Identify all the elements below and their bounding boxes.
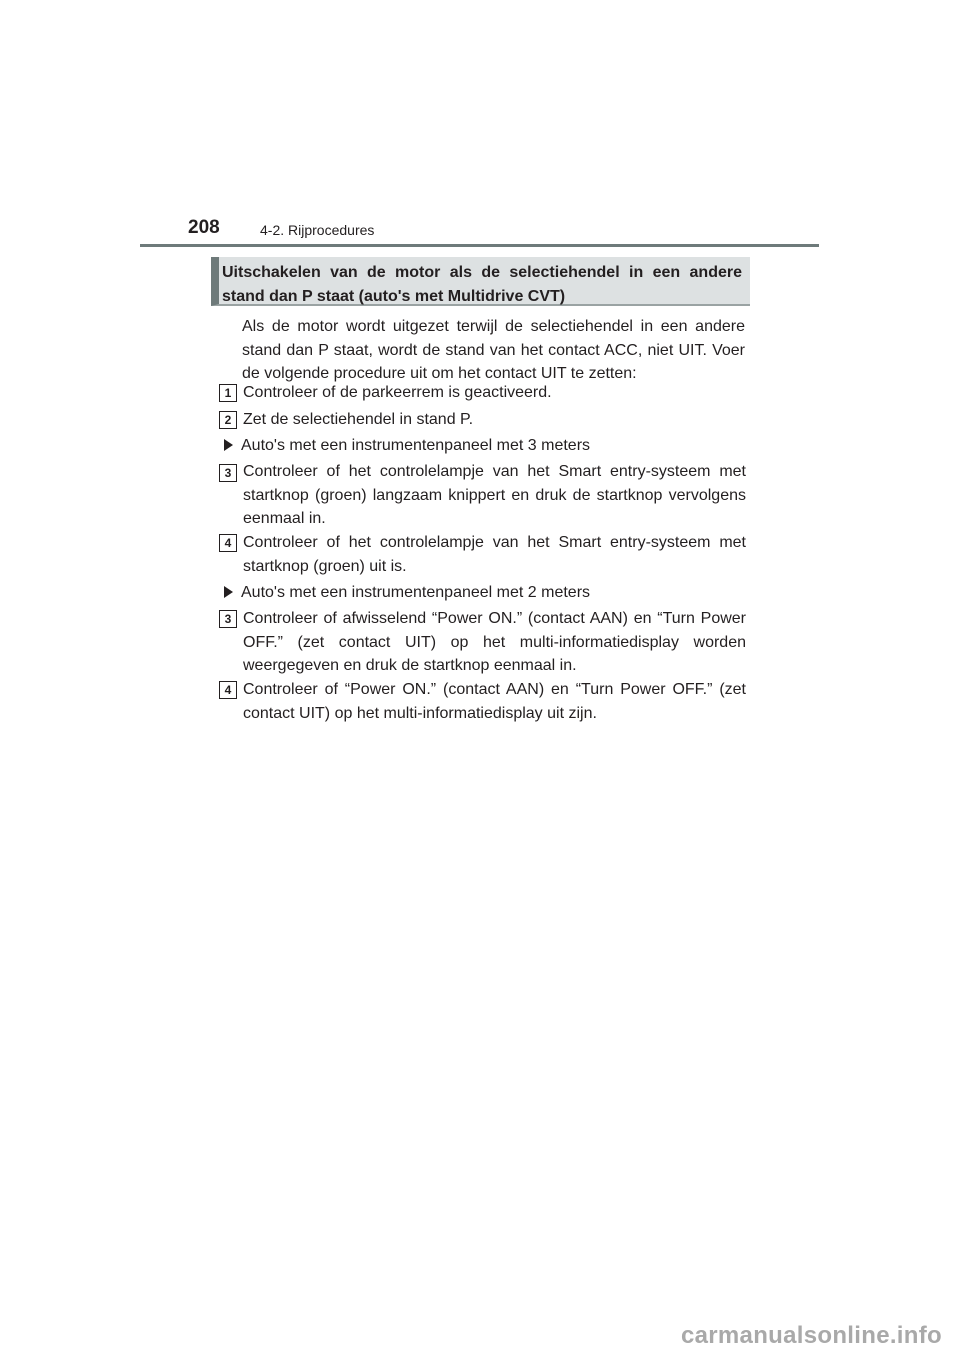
step-badge: 3 (219, 464, 237, 482)
step-badge: 2 (219, 411, 237, 429)
step-text: Controleer of de parkeerrem is geactiveerd. (243, 384, 552, 401)
step-text: Zet de selectiehendel in stand P. (243, 411, 474, 428)
watermark: carmanualsonline.info (680, 1322, 942, 1349)
sub-heading-label: Auto's met een instrumentenpaneel met 2 meters (241, 584, 591, 601)
triangle-icon (224, 586, 233, 598)
page-number: 208 (188, 217, 220, 238)
step-badge: 3 (219, 610, 237, 628)
step-text: Controleer of het controlelampje van het Smart entry-systeem met startknop (groen) langzaam knippert en druk de startknop vervolgens eenmaal in. (243, 463, 746, 527)
sub-heading-2-meters (224, 581, 590, 604)
triangle-icon (224, 439, 233, 451)
section-title: 4-2. Rijprocedures (260, 222, 375, 238)
step-badge: 1 (219, 384, 237, 402)
step-text: Controleer of het controlelampje van het Smart entry-systeem met startknop (groen) uit is. (243, 534, 746, 575)
step-text: Controleer of afwisselend “Power ON.” (contact AAN) en “Turn Power OFF.” (zet contact UIT) op het multi-informatiedisplay worden weergegeven en druk de startknop eenmaal in. (243, 610, 746, 674)
heading-text: Uitschakelen van de motor als de selectiehendel in een andere stand dan P staat (auto's met Multidrive CVT) (222, 264, 742, 305)
header-rule (140, 244, 819, 247)
step-text: Controleer of “Power ON.” (contact AAN) en “Turn Power OFF.” (zet contact UIT) op het multi-informatiedisplay uit zijn. (243, 681, 746, 722)
step-badge: 4 (219, 681, 237, 699)
intro-paragraph: Als de motor wordt uitgezet terwijl de selectiehendel in een andere stand dan P staat, wordt de stand van het contact ACC, niet UIT. Voer de volgende procedure uit om het contact UIT te zetten: (242, 318, 745, 382)
sub-heading-3-meters (224, 434, 590, 457)
sub-heading-label: Auto's met een instrumentenpaneel met 3 meters (241, 437, 591, 454)
step-badge: 4 (219, 534, 237, 552)
